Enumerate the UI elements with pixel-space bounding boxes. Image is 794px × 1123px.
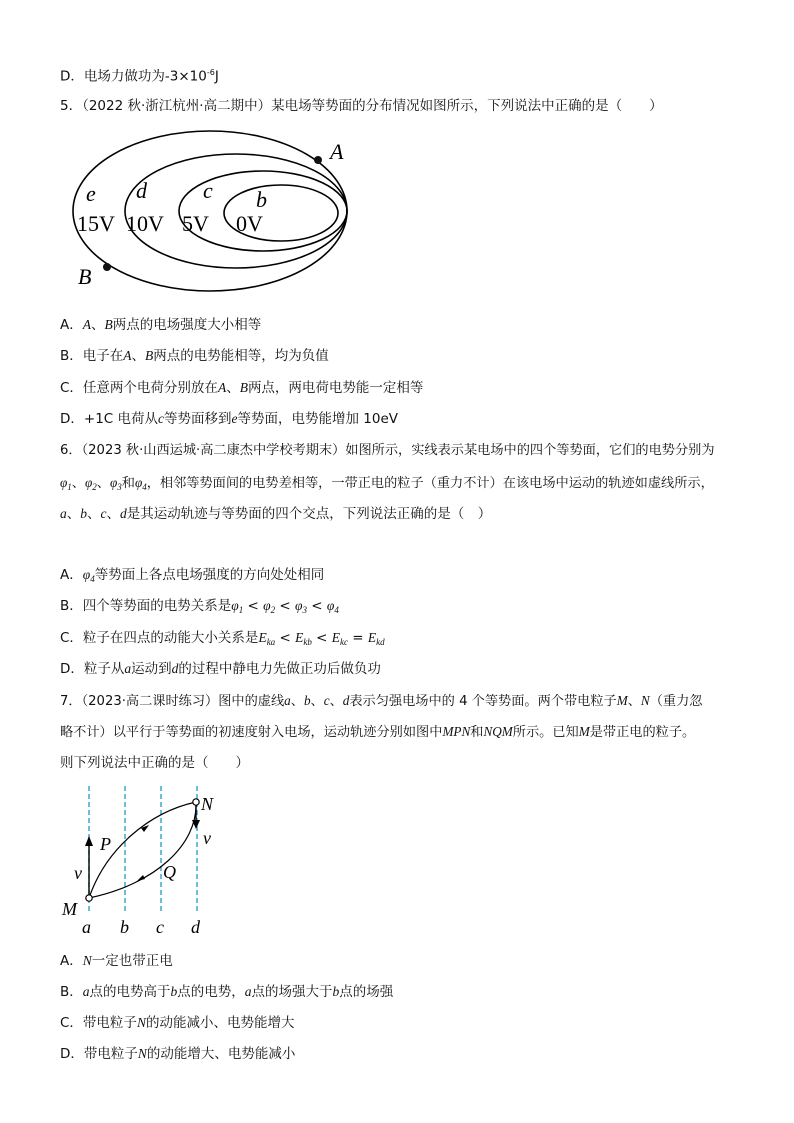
q4-option-d: D．电场力做功为$-3\times 10^{-6}J$ bbox=[60, 68, 219, 85]
q7-option-a: A．N一定也带正电 bbox=[60, 953, 173, 969]
q7-stem-line2: 略不计）以平行于等势面的初速度射入电场，运动轨迹分别如图中MPN和NQM所示。已知M是带正电的粒子。 bbox=[60, 724, 696, 740]
label-velocity-n: v bbox=[203, 828, 211, 848]
label-n: N bbox=[201, 794, 214, 814]
point-n-dot bbox=[193, 799, 199, 805]
q7-option-b: B．a点的电势高于b点的电势，a点的场强大于b点的场强 bbox=[60, 984, 394, 1000]
label-velocity-m: v bbox=[74, 863, 82, 883]
label-voltage-c: 5V bbox=[182, 211, 209, 236]
label-surface-d: d bbox=[136, 178, 147, 203]
label-surface-e: e bbox=[86, 181, 96, 206]
q5-option-a: A．A、B两点的电场强度大小相等 bbox=[60, 317, 262, 333]
label-surface-b: b bbox=[256, 187, 267, 212]
q6-option-b: B．四个等势面的电势关系是$\varphi_1 < \varphi_2 < \varphi_3 < \varphi_4$ bbox=[60, 598, 339, 615]
q7-stem-line3: 则下列说法中正确的是（ ） bbox=[60, 755, 249, 771]
q5-stem: 5．（2022 秋·浙江杭州·高二期中）某电场等势面的分布情况如图所示，下列说法中正确的是（ ） bbox=[60, 98, 663, 114]
q5-equipotential-figure bbox=[70, 128, 360, 290]
q7-stem-line1: 7．（2023·高二课时练习）图中的虚线a、b、c、d表示匀强电场中的 4 个等势面。两个带电粒子M、N（重力忽 bbox=[60, 693, 703, 709]
velocity-m-arrowhead bbox=[85, 836, 93, 846]
q6-option-a: A．$\varphi_4$等势面上各点电场强度的方向处处相同 bbox=[60, 567, 325, 584]
q6-option-d: D．粒子从a运动到d的过程中静电力先做正功后做负功 bbox=[60, 661, 381, 677]
label-voltage-e: 15V bbox=[77, 211, 115, 236]
q7-option-c: C．带电粒子N的动能减小、电势能增大 bbox=[60, 1015, 295, 1031]
point-a-dot bbox=[314, 156, 322, 164]
label-line-c: c bbox=[156, 917, 164, 937]
q5-option-b: B．电子在A、B两点的电势能相等，均为负值 bbox=[60, 348, 329, 364]
point-b-dot bbox=[103, 263, 111, 271]
label-line-b: b bbox=[120, 917, 129, 937]
label-point-a: A bbox=[330, 139, 344, 164]
label-line-d: d bbox=[191, 917, 200, 937]
label-voltage-d: 10V bbox=[126, 211, 164, 236]
label-surface-c: c bbox=[203, 178, 213, 203]
label-line-a: a bbox=[82, 917, 91, 937]
label-q: Q bbox=[163, 862, 176, 882]
q6-stem-line3: a、b、c、d是其运动轨迹与等势面的四个交点，下列说法正确的是（ ） bbox=[60, 506, 492, 522]
q7-uniform-field-figure bbox=[58, 786, 228, 938]
q7-option-d: D．带电粒子N的动能增大、电势能减小 bbox=[60, 1046, 296, 1062]
label-m: M bbox=[62, 899, 77, 919]
label-p: P bbox=[100, 834, 111, 854]
point-m-dot bbox=[86, 895, 92, 901]
label-point-b: B bbox=[78, 264, 92, 289]
q5-option-d: D．+1C 电荷从c等势面移到e等势面，电势能增加 10eV bbox=[60, 411, 399, 427]
q6-stem-line2: $\varphi_1$、$\varphi_2$、$\varphi_3$和$\varphi_4$，相邻等势面间的电势差相等，一带正电的粒子（重力不计）在该电场中运动的轨迹如虚线所示， bbox=[60, 475, 714, 492]
q6-stem-line1: 6．（2023 秋·山西运城·高二康杰中学校考期末）如图所示，实线表示某电场中的四个等势面，它们的电势分别为 bbox=[60, 443, 715, 458]
label-voltage-b: 0V bbox=[236, 211, 263, 236]
q5-option-c: C．任意两个电荷分别放在A、B两点，两电荷电势能一定相等 bbox=[60, 380, 424, 396]
q6-option-c: C．粒子在四点的动能大小关系是$E_{ka} < E_{kb} < E_{kc} = E_{kd}$ bbox=[60, 630, 385, 647]
